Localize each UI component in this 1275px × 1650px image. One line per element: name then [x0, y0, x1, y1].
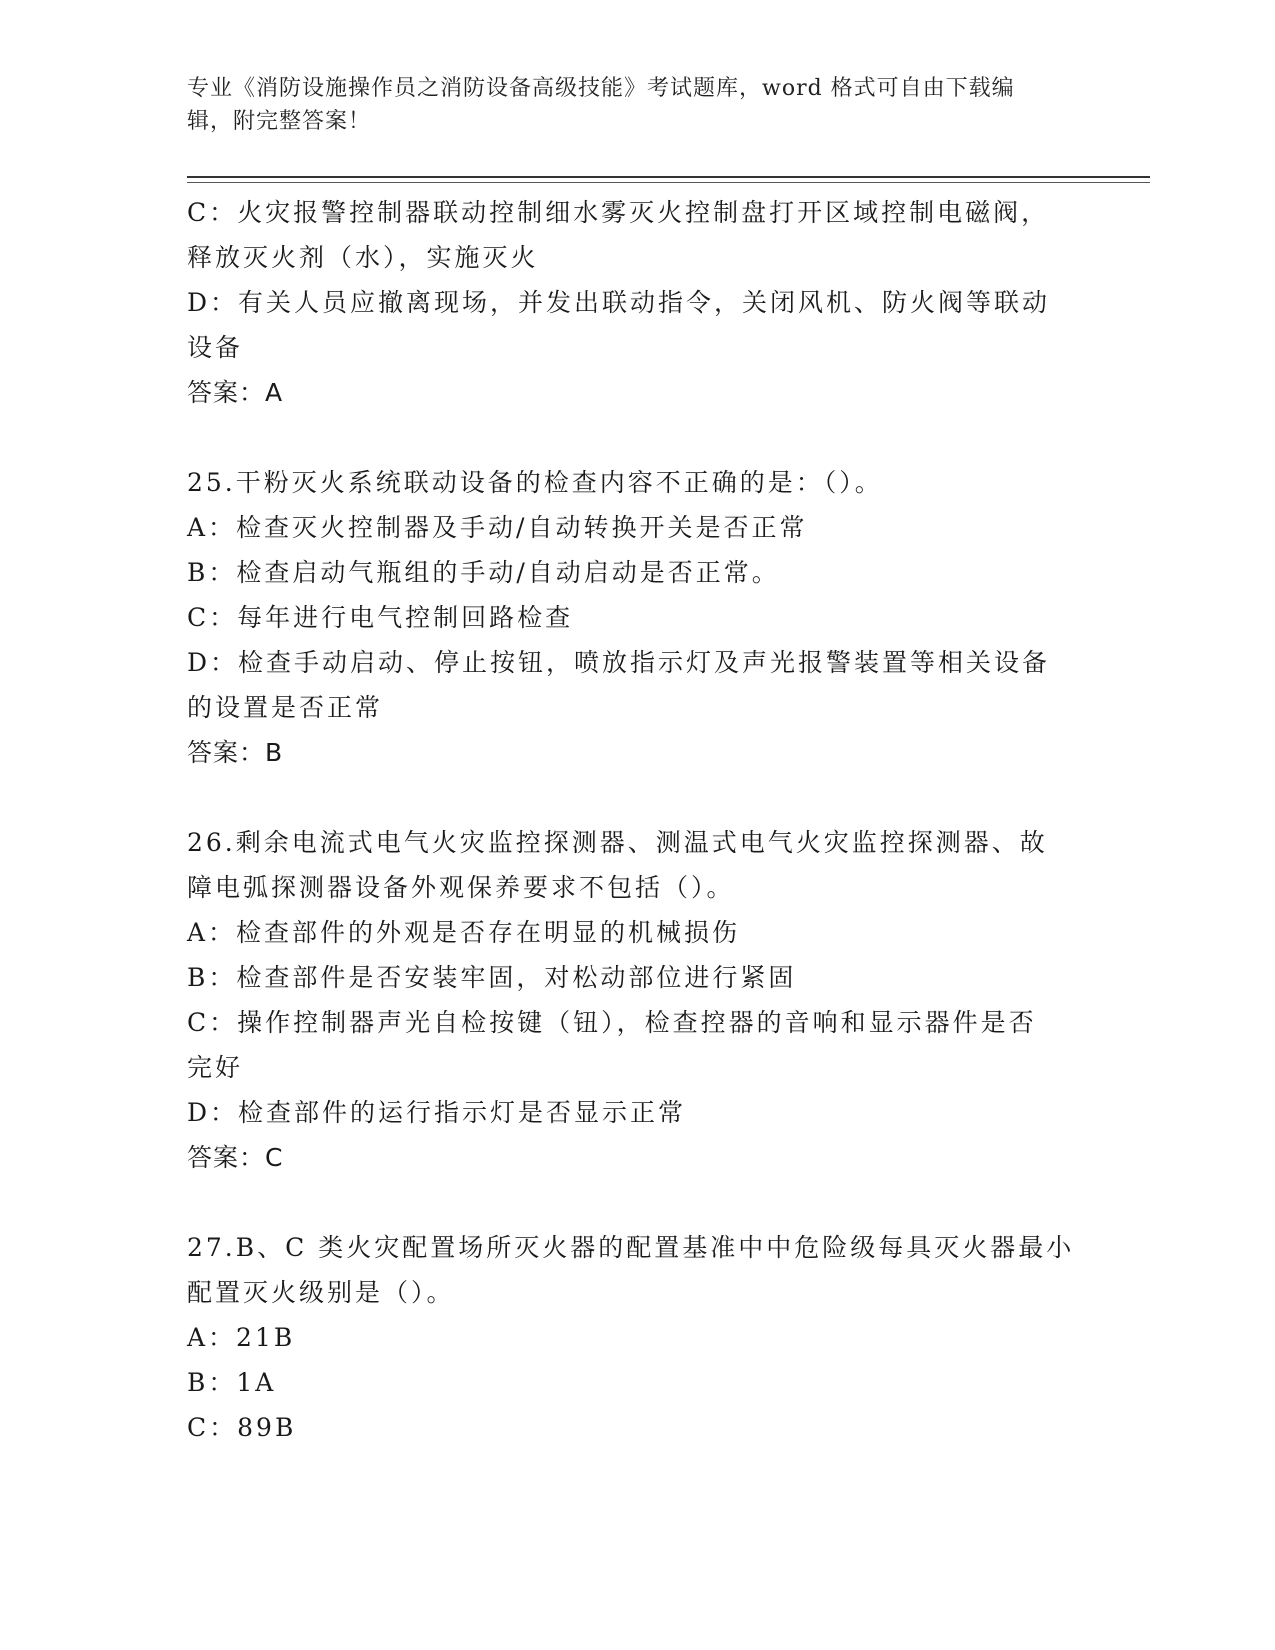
option-c-continued: 释放灭火剂（水），实施灭火 [187, 243, 539, 272]
option-d: D：检查部件的运行指示灯是否显示正常 [187, 1098, 687, 1127]
question-block-continued [187, 190, 1077, 415]
answer-label: 答案：B [187, 738, 284, 767]
option-c-continued: 完好 [187, 1053, 244, 1082]
option-d: D：检查手动启动、停止按钮，喷放指示灯及声光报警装置等相关设备 [187, 648, 1051, 677]
spacer [187, 775, 1077, 820]
question-text-continued: 配置灭火级别是（）。 [187, 1278, 455, 1307]
question-block-26 [187, 820, 1077, 1180]
document-header [187, 72, 1067, 138]
option-b: B：检查启动气瓶组的手动/自动启动是否正常。 [187, 558, 780, 587]
answer-label: 答案：A [187, 378, 284, 407]
option-a: A：21B [187, 1323, 296, 1352]
header-line: 辑，附完整答案！ [187, 109, 372, 134]
option-b: B：检查部件是否安装牢固，对松动部位进行紧固 [187, 963, 797, 992]
option-c: C：89B [187, 1413, 297, 1442]
answer-label: 答案：C [187, 1143, 284, 1172]
option-a: A：检查灭火控制器及手动/自动转换开关是否正常 [187, 513, 808, 542]
question-block-27 [187, 1225, 1077, 1450]
option-b: B：1A [187, 1368, 277, 1397]
option-d-continued: 的设置是否正常 [187, 693, 384, 722]
option-c: C：操作控制器声光自检按键（钮），检查控器的音响和显示器件是否 [187, 1008, 1037, 1037]
question-block-25 [187, 460, 1077, 775]
option-a: A：检查部件的外观是否存在明显的机械损伤 [187, 918, 741, 947]
spacer [187, 415, 1077, 460]
question-text-continued: 障电弧探测器设备外观保养要求不包括（）。 [187, 873, 735, 902]
header-divider-thick [187, 176, 1150, 178]
option-c: C：每年进行电气控制回路检查 [187, 603, 574, 632]
option-c: C：火灾报警控制器联动控制细水雾灭火控制盘打开区域控制电磁阀， [187, 198, 1050, 227]
question-text: 27.B、C 类火灾配置场所灭火器的配置基准中中危险级每具灭火器最小 [187, 1233, 1075, 1262]
question-text: 26.剩余电流式电气火灾监控探测器、测温式电气火灾监控探测器、故 [187, 828, 1048, 857]
spacer [187, 1180, 1077, 1225]
question-content [187, 190, 1077, 1450]
question-text: 25.干粉灭火系统联动设备的检查内容不正确的是：（）。 [187, 468, 883, 497]
option-d-continued: 设备 [187, 333, 244, 362]
option-d: D：有关人员应撤离现场，并发出联动指令，关闭风机、防火阀等联动 [187, 288, 1051, 317]
header-divider-thin [187, 182, 1150, 183]
header-line: 专业《消防设施操作员之消防设备高级技能》考试题库，word 格式可自由下载编 [187, 76, 1015, 101]
